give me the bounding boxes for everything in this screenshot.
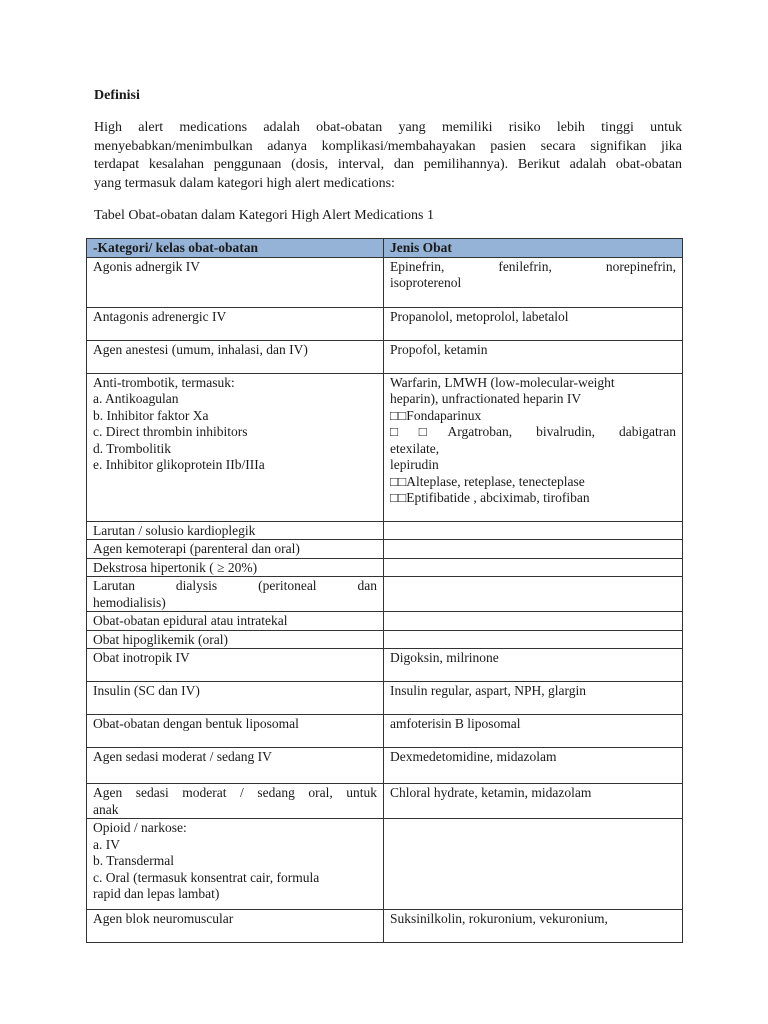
cell-line: Anti-trombotik, termasuk: — [93, 374, 235, 390]
kategori-cell — [87, 682, 384, 715]
kategori-cell — [87, 558, 384, 577]
kategori-cell — [87, 612, 384, 631]
kategori-cell — [87, 577, 384, 612]
jenis-obat-cell — [384, 748, 683, 784]
cell-line: Dekstrosa hipertonik ( ≥ 20%) — [93, 559, 258, 575]
jenis-obat-cell — [384, 558, 683, 577]
cell-line: c. Direct thrombin inhibitors — [93, 424, 248, 439]
jenis-obat-cell — [384, 715, 683, 748]
jenis-obat-cell — [384, 307, 683, 340]
cell-line: Insulin (SC dan IV) — [93, 683, 200, 698]
cell-line: lepirudin — [390, 457, 439, 472]
section-heading: Definisi — [94, 88, 140, 103]
cell-line: Antagonis adrenergic IV — [93, 308, 227, 324]
table-row — [87, 715, 683, 748]
paragraph-line: yang termasuk dalam kategori high alert medications: — [94, 175, 395, 191]
kategori-cell — [87, 715, 384, 748]
cell-line: etexilate, — [390, 440, 440, 456]
jenis-obat-cell — [384, 649, 683, 682]
header-jenis-obat: Jenis Obat — [384, 239, 683, 258]
jenis-obat-cell — [384, 612, 683, 631]
cell-line: Agen blok neuromuscular — [93, 911, 234, 926]
kategori-cell — [87, 649, 384, 682]
cell-line: Larutan / solusio kardioplegik — [93, 522, 256, 538]
cell-line: b. Inhibitor faktor Xa — [93, 407, 209, 423]
jenis-obat-cell — [384, 910, 683, 943]
kategori-cell — [87, 630, 384, 649]
kategori-cell — [87, 819, 384, 910]
table-row — [87, 521, 683, 540]
high-alert-medications-table — [86, 238, 683, 943]
paragraph-line: menyebabkan/menimbulkan adanya komplikasi/membahayakan pasien secara signifikan jika — [94, 138, 682, 154]
cell-line: e. Inhibitor glikoprotein IIb/IIIa — [93, 457, 265, 472]
cell-line: rapid dan lepas lambat) — [93, 886, 220, 901]
cell-line: Agen sedasi moderat / sedang oral, untuk — [93, 785, 377, 800]
definition-paragraph — [94, 119, 682, 193]
table-row — [87, 819, 683, 910]
table-row — [87, 630, 683, 649]
cell-line: Propofol, ketamin — [390, 341, 488, 357]
cell-line: Obat hipoglikemik (oral) — [93, 631, 228, 647]
cell-line: □□Argatroban, bivalrudin, dabigatran — [390, 424, 676, 439]
cell-line: Digoksin, milrinone — [390, 650, 499, 665]
cell-line: □□Eptifibatide , abciximab, tirofiban — [390, 490, 590, 505]
cell-line: Opioid / narkose: — [93, 820, 187, 835]
jenis-obat-cell — [384, 784, 683, 819]
kategori-cell — [87, 521, 384, 540]
jenis-obat-cell — [384, 373, 683, 521]
cell-line: Agen anestesi (umum, inhalasi, dan IV) — [93, 341, 308, 357]
kategori-cell — [87, 748, 384, 784]
cell-line: Obat-obatan epidural atau intratekal — [93, 613, 288, 628]
cell-line: Agen kemoterapi (parenteral dan oral) — [93, 541, 300, 556]
cell-line: Chloral hydrate, ketamin, midazolam — [390, 785, 592, 800]
kategori-cell — [87, 373, 384, 521]
cell-line: Agen sedasi moderat / sedang IV — [93, 749, 272, 764]
table-header-row — [87, 239, 683, 258]
paragraph-line: terdapat kesalahan penggunaan (dosis, interval, dan pemilihannya). Berikut adalah obat-obatan — [94, 157, 682, 172]
cell-line: □□Fondaparinux — [390, 407, 482, 423]
table-row — [87, 540, 683, 559]
cell-line: a. Antikoagulan — [93, 391, 179, 406]
cell-line: anak — [93, 801, 119, 817]
cell-line: a. IV — [93, 836, 120, 852]
cell-line: Obat inotropik IV — [93, 650, 190, 665]
jenis-obat-cell — [384, 682, 683, 715]
cell-line: □□Alteplase, reteplase, tenecteplase — [390, 473, 585, 489]
cell-line: Larutan dialysis (peritoneal dan — [93, 578, 377, 593]
table-row — [87, 340, 683, 373]
cell-line: heparin), unfractionated heparin IV — [390, 391, 582, 406]
kategori-cell — [87, 307, 384, 340]
jenis-obat-cell — [384, 257, 683, 307]
jenis-obat-cell — [384, 540, 683, 559]
table-row — [87, 373, 683, 521]
cell-line: Agonis adnergik IV — [93, 258, 200, 274]
table-row — [87, 558, 683, 577]
jenis-obat-cell — [384, 521, 683, 540]
kategori-cell — [87, 257, 384, 307]
cell-line: isoproterenol — [390, 275, 462, 290]
cell-line: b. Transdermal — [93, 853, 174, 868]
table-row — [87, 784, 683, 819]
jenis-obat-cell — [384, 577, 683, 612]
cell-line: Propanolol, metoprolol, labetalol — [390, 308, 569, 324]
cell-line: hemodialisis) — [93, 594, 166, 610]
cell-line: Obat-obatan dengan bentuk liposomal — [93, 716, 299, 731]
kategori-cell — [87, 540, 384, 559]
kategori-cell — [87, 784, 384, 819]
table-caption: Tabel Obat-obatan dalam Kategori High Alert Medications 1 — [94, 208, 434, 223]
jenis-obat-cell — [384, 819, 683, 910]
table-row — [87, 257, 683, 307]
table-row — [87, 748, 683, 784]
table-row — [87, 649, 683, 682]
cell-line: Epinefrin, fenilefrin, norepinefrin, — [390, 258, 676, 274]
table-row — [87, 307, 683, 340]
table-body — [87, 257, 683, 943]
table-row — [87, 682, 683, 715]
paragraph-line: High alert medications adalah obat-obatan yang memiliki risiko lebih tinggi untuk — [94, 120, 682, 135]
header-kategori: -Kategori/ kelas obat-obatan — [87, 239, 384, 258]
cell-line: Suksinilkolin, rokuronium, vekuronium, — [390, 911, 608, 926]
table-row — [87, 612, 683, 631]
cell-line: Dexmedetomidine, midazolam — [390, 749, 557, 764]
table-row — [87, 910, 683, 943]
kategori-cell — [87, 910, 384, 943]
table-row — [87, 577, 683, 612]
jenis-obat-cell — [384, 630, 683, 649]
cell-line: Warfarin, LMWH (low-molecular-weight — [390, 374, 615, 390]
cell-line: c. Oral (termasuk konsentrat cair, formula — [93, 869, 320, 885]
cell-line: d. Trombolitik — [93, 440, 172, 456]
cell-line: Insulin regular, aspart, NPH, glargin — [390, 683, 587, 698]
jenis-obat-cell — [384, 340, 683, 373]
cell-line: amfoterisin B liposomal — [390, 716, 521, 731]
kategori-cell — [87, 340, 384, 373]
